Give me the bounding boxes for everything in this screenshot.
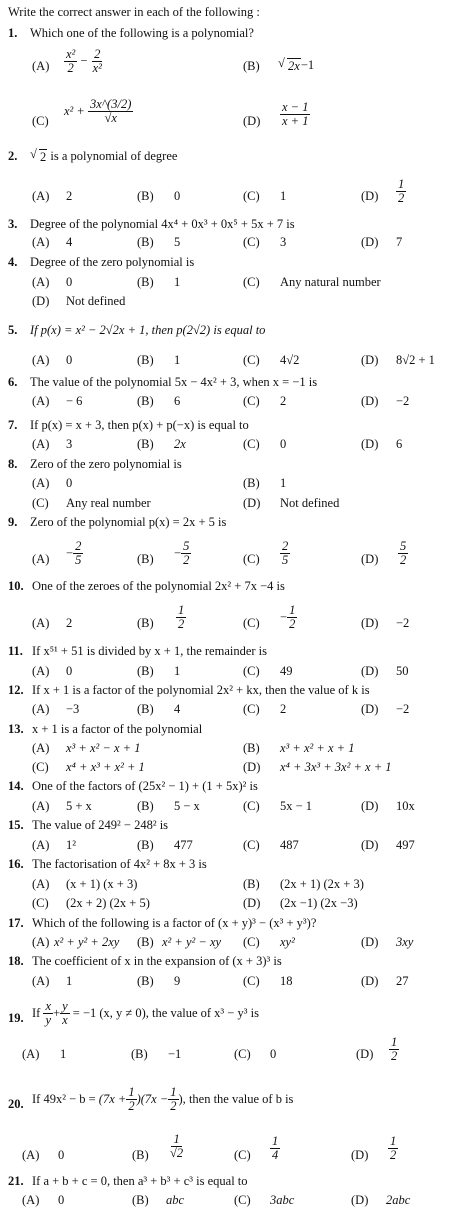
q7-label-b: (B)	[137, 437, 154, 451]
q18-option-d: 27	[396, 974, 409, 988]
q11-option-b: 1	[174, 664, 181, 678]
q7-text: If p(x) = x + 3, then p(x) + p(−x) is equal to	[30, 418, 249, 432]
instructions: Write the correct answer in each of the following :	[8, 5, 260, 19]
q19-label-d: (D)	[356, 1047, 374, 1061]
q4-option-d: Not defined	[66, 294, 126, 308]
q4-label-c: (C)	[243, 275, 260, 289]
q12-label-b: (B)	[137, 702, 154, 716]
q7-label-c: (C)	[243, 437, 260, 451]
q13-option-a: x³ + x² − x + 1	[66, 741, 141, 755]
q3-option-b: 5	[174, 235, 181, 249]
q10-option-c: − $\frac{1}{2}$	[280, 603, 296, 632]
q8-label-d: (D)	[243, 496, 261, 510]
q17-text: Which of the following is a factor of (x + y)³ − (x³ + y³)?	[32, 916, 317, 930]
q8-text: Zero of the zero polynomial is	[30, 457, 182, 471]
q14-text: One of the factors of (25x² − 1) + (1 + 5x)² is	[32, 779, 258, 793]
q20-label-d: (D)	[351, 1148, 369, 1162]
q20-label-c: (C)	[234, 1148, 251, 1162]
q4-option-b: 1	[174, 275, 181, 289]
q8-option-d: Not defined	[280, 496, 340, 510]
q19-option-a: 1	[60, 1047, 67, 1061]
q2-option-b: 0	[174, 189, 181, 203]
q18-text: The coefficient of x in the expansion of (x + 3)³ is	[32, 954, 282, 968]
q12-label-d: (D)	[361, 702, 379, 716]
q16-label-b: (B)	[243, 877, 260, 891]
q20-option-a: 0	[58, 1148, 65, 1162]
q10-label-b: (B)	[137, 616, 154, 630]
q15-option-a: 1²	[66, 838, 76, 852]
q16-label-c: (C)	[32, 896, 49, 910]
q18-option-a: 1	[66, 974, 73, 988]
q3-label-b: (B)	[137, 235, 154, 249]
q10-text: One of the zeroes of the polynomial 2x² + 7x −4 is	[32, 579, 285, 593]
q9-label-d: (D)	[361, 552, 379, 566]
q12-option-d: −2	[396, 702, 410, 716]
q2-option-c: 1	[280, 189, 287, 203]
q1-option-a: $\frac{\text{x²}}{2}$ − $\frac{2}{\text{x²}}$	[66, 47, 102, 76]
q21-label-a: (A)	[22, 1193, 40, 1207]
q13-option-c: x⁴ + x³ + x² + 1	[66, 760, 145, 774]
q20-option-c: $\frac{1}{4}$	[272, 1134, 279, 1163]
q9-label-c: (C)	[243, 552, 260, 566]
q15-text: The value of 249² − 248² is	[32, 818, 169, 832]
q13-option-d: x⁴ + 3x³ + 3x² + x + 1	[280, 760, 392, 774]
q10-number: 10.	[8, 579, 24, 593]
q21-option-c: 3abc	[270, 1193, 295, 1207]
q7-number: 7.	[8, 418, 18, 432]
q14-label-a: (A)	[32, 799, 50, 813]
q16-label-a: (A)	[32, 877, 50, 891]
q10-option-a: 2	[66, 616, 73, 630]
q2-label-c: (C)	[243, 189, 260, 203]
q7-option-a: 3	[66, 437, 73, 451]
q14-number: 14.	[8, 779, 24, 793]
q9-text: Zero of the polynomial p(x) = 2x + 5 is	[30, 515, 227, 529]
q7-option-b: 2x	[174, 437, 186, 451]
q3-text: Degree of the polynomial 4x⁴ + 0x³ + 0x⁵ + 5x + 7 is	[30, 217, 295, 231]
q4-label-b: (B)	[137, 275, 154, 289]
q21-text: If a + b + c = 0, then a³ + b³ + c³ is equal to	[32, 1174, 248, 1188]
q5-number: 5.	[8, 323, 18, 337]
q6-number: 6.	[8, 375, 18, 389]
q14-option-c: 5x − 1	[280, 799, 313, 813]
q8-label-b: (B)	[243, 476, 260, 490]
q1-number: 1.	[8, 26, 18, 40]
q8-label-c: (C)	[32, 496, 49, 510]
q21-option-d: 2abc	[386, 1193, 411, 1207]
q15-option-c: 487	[280, 838, 299, 852]
q1-text: Which one of the following is a polynomial?	[30, 26, 254, 40]
q13-label-a: (A)	[32, 741, 50, 755]
q1-label-c: (C)	[32, 114, 49, 128]
q7-label-a: (A)	[32, 437, 50, 451]
q17-label-c: (C)	[243, 935, 260, 949]
q11-label-a: (A)	[32, 664, 50, 678]
q21-label-d: (D)	[351, 1193, 369, 1207]
q19-option-d: $\frac{1}{2}$	[391, 1035, 398, 1064]
q5-label-a: (A)	[32, 353, 50, 367]
q5-option-a: 0	[66, 353, 73, 367]
q11-option-c: 49	[280, 664, 293, 678]
q15-option-d: 497	[396, 838, 415, 852]
q4-option-c: Any natural number	[280, 275, 381, 289]
q21-label-c: (C)	[234, 1193, 251, 1207]
q14-option-a: 5 + x	[66, 799, 92, 813]
q8-option-c: Any real number	[66, 496, 151, 510]
q9-option-c: $\frac{2}{5}$	[282, 539, 289, 568]
q14-label-c: (C)	[243, 799, 260, 813]
q12-option-c: 2	[280, 702, 287, 716]
q3-option-d: 7	[396, 235, 403, 249]
q21-option-b: abc	[166, 1193, 185, 1207]
q3-number: 3.	[8, 217, 18, 231]
q12-option-b: 4	[174, 702, 181, 716]
q4-number: 4.	[8, 255, 18, 269]
q13-label-b: (B)	[243, 741, 260, 755]
q10-label-c: (C)	[243, 616, 260, 630]
q19-label-c: (C)	[234, 1047, 251, 1061]
q19-label-b: (B)	[131, 1047, 148, 1061]
q17-option-d: 3xy	[396, 935, 414, 949]
q11-label-c: (C)	[243, 664, 260, 678]
q2-label-d: (D)	[361, 189, 379, 203]
q4-label-d: (D)	[32, 294, 50, 308]
q16-number: 16.	[8, 857, 24, 871]
q19-label-a: (A)	[22, 1047, 40, 1061]
q6-label-a: (A)	[32, 394, 50, 408]
q6-option-a: − 6	[66, 394, 83, 408]
q9-number: 9.	[8, 515, 18, 529]
q1-option-d: $\frac{x - 1}{x + 1}$	[282, 100, 309, 129]
q16-label-d: (D)	[243, 896, 261, 910]
q6-option-d: −2	[396, 394, 410, 408]
q13-option-b: x³ + x² + x + 1	[280, 741, 355, 755]
q8-label-a: (A)	[32, 476, 50, 490]
q18-option-c: 18	[280, 974, 293, 988]
q4-option-a: 0	[66, 275, 73, 289]
q7-label-d: (D)	[361, 437, 379, 451]
q9-label-a: (A)	[32, 552, 50, 566]
q21-number: 21.	[8, 1174, 24, 1188]
q18-label-d: (D)	[361, 974, 379, 988]
q17-label-b: (B)	[137, 935, 154, 949]
q12-label-c: (C)	[243, 702, 260, 716]
q5-label-c: (C)	[243, 353, 260, 367]
q16-option-c: (2x + 2) (2x + 5)	[66, 896, 150, 910]
q1-option-c: x² + $\frac{3x\^{}(3/2)}{√x}$	[64, 97, 132, 126]
q11-option-d: 50	[396, 664, 409, 678]
q13-text: x + 1 is a factor of the polynomial	[32, 722, 203, 736]
q14-option-b: 5 − x	[174, 799, 200, 813]
q1-label-b: (B)	[243, 59, 260, 73]
q11-option-a: 0	[66, 664, 73, 678]
q15-number: 15.	[8, 818, 24, 832]
q16-option-d: (2x −1) (2x −3)	[280, 896, 358, 910]
q2-option-d: $\frac{1}{2}$	[398, 177, 405, 206]
q15-label-d: (D)	[361, 838, 379, 852]
q11-text: If x⁵¹ + 51 is divided by x + 1, the remainder is	[32, 644, 268, 658]
q3-label-c: (C)	[243, 235, 260, 249]
q6-label-b: (B)	[137, 394, 154, 408]
q1-label-d: (D)	[243, 114, 261, 128]
q6-label-c: (C)	[243, 394, 260, 408]
q2-number: 2.	[8, 149, 18, 163]
q5-label-d: (D)	[361, 353, 379, 367]
q9-option-d: $\frac{5}{2}$	[400, 539, 407, 568]
q20-option-d: $\frac{1}{2}$	[390, 1134, 397, 1163]
q19-option-b: −1	[168, 1047, 182, 1061]
q2-label-a: (A)	[32, 189, 50, 203]
q1-option-b: √ 2x−1	[278, 58, 314, 74]
q21-option-a: 0	[58, 1193, 65, 1207]
q5-option-d: 8√2 + 1	[396, 353, 435, 367]
q17-number: 17.	[8, 916, 24, 930]
q14-label-b: (B)	[137, 799, 154, 813]
q13-label-d: (D)	[243, 760, 261, 774]
q15-label-c: (C)	[243, 838, 260, 852]
q20-number: 20.	[8, 1097, 24, 1111]
q13-number: 13.	[8, 722, 24, 736]
q7-option-c: 0	[280, 437, 287, 451]
q12-text: If x + 1 is a factor of the polynomial 2x² + kx, then the value of k is	[32, 683, 370, 697]
q15-label-a: (A)	[32, 838, 50, 852]
q6-label-d: (D)	[361, 394, 379, 408]
q14-label-d: (D)	[361, 799, 379, 813]
q20-label-b: (B)	[132, 1148, 149, 1162]
q11-number: 11.	[8, 644, 23, 658]
q5-label-b: (B)	[137, 353, 154, 367]
q18-label-a: (A)	[32, 974, 50, 988]
q17-option-a: x² + y² + 2xy	[54, 935, 120, 949]
q9-label-b: (B)	[137, 552, 154, 566]
q5-option-b: 1	[174, 353, 181, 367]
q1-label-a: (A)	[32, 59, 50, 73]
q8-option-a: 0	[66, 476, 73, 490]
q21-label-b: (B)	[132, 1193, 149, 1207]
q15-label-b: (B)	[137, 838, 154, 852]
q6-text: The value of the polynomial 5x − 4x² + 3, when x = −1 is	[30, 375, 318, 389]
q3-label-a: (A)	[32, 235, 50, 249]
q5-text: If p(x) = x² − 2√2x + 1, then p(2√2) is equal to	[30, 323, 266, 337]
q17-label-a: (A)	[32, 935, 50, 949]
q19-text: If $\frac{x}{y}$ + $\frac{y}{x}$ = −1 (x, y ≠ 0), the value of x³ − y³ is	[32, 999, 259, 1028]
q18-option-b: 9	[174, 974, 181, 988]
q2-option-a: 2	[66, 189, 73, 203]
q17-option-b: x² + y² − xy	[162, 935, 222, 949]
q16-option-b: (2x + 1) (2x + 3)	[280, 877, 364, 891]
q3-label-d: (D)	[361, 235, 379, 249]
q13-label-c: (C)	[32, 760, 49, 774]
q2-label-b: (B)	[137, 189, 154, 203]
q4-label-a: (A)	[32, 275, 50, 289]
q6-option-b: 6	[174, 394, 181, 408]
q6-option-c: 2	[280, 394, 287, 408]
q9-option-a: − $\frac{2}{5}$	[66, 539, 82, 568]
q11-label-d: (D)	[361, 664, 379, 678]
q16-option-a: (x + 1) (x + 3)	[66, 877, 138, 891]
q17-option-c: xy²	[280, 935, 295, 949]
q17-label-d: (D)	[361, 935, 379, 949]
q9-option-b: − $\frac{5}{2}$	[174, 539, 190, 568]
q12-label-a: (A)	[32, 702, 50, 716]
q7-option-d: 6	[396, 437, 403, 451]
q10-label-a: (A)	[32, 616, 50, 630]
q16-text: The factorisation of 4x² + 8x + 3 is	[32, 857, 207, 871]
q10-option-b: $\frac{1}{2}$	[178, 603, 185, 632]
q2-text: √ 2 is a polynomial of degree	[30, 149, 177, 165]
q3-option-c: 3	[280, 235, 287, 249]
q20-option-b: $\frac{1}{√2}$	[170, 1132, 184, 1161]
q5-option-c: 4√2	[280, 353, 300, 367]
q14-option-d: 10x	[396, 799, 415, 813]
q3-option-a: 4	[66, 235, 73, 249]
q18-label-c: (C)	[243, 974, 260, 988]
q8-number: 8.	[8, 457, 18, 471]
q10-option-d: −2	[396, 616, 410, 630]
q20-text: If 49x² − b = (7x + $\frac{1}{2}$ )(7x − $\frac{1}{2}$ ), then the value of b is	[32, 1085, 294, 1114]
q20-label-a: (A)	[22, 1148, 40, 1162]
q18-number: 18.	[8, 954, 24, 968]
q15-option-b: 477	[174, 838, 193, 852]
q19-number: 19.	[8, 1011, 24, 1025]
q4-text: Degree of the zero polynomial is	[30, 255, 195, 269]
q12-option-a: −3	[66, 702, 80, 716]
q8-option-b: 1	[280, 476, 287, 490]
q19-option-c: 0	[270, 1047, 277, 1061]
q10-label-d: (D)	[361, 616, 379, 630]
q11-label-b: (B)	[137, 664, 154, 678]
q12-number: 12.	[8, 683, 24, 697]
q18-label-b: (B)	[137, 974, 154, 988]
